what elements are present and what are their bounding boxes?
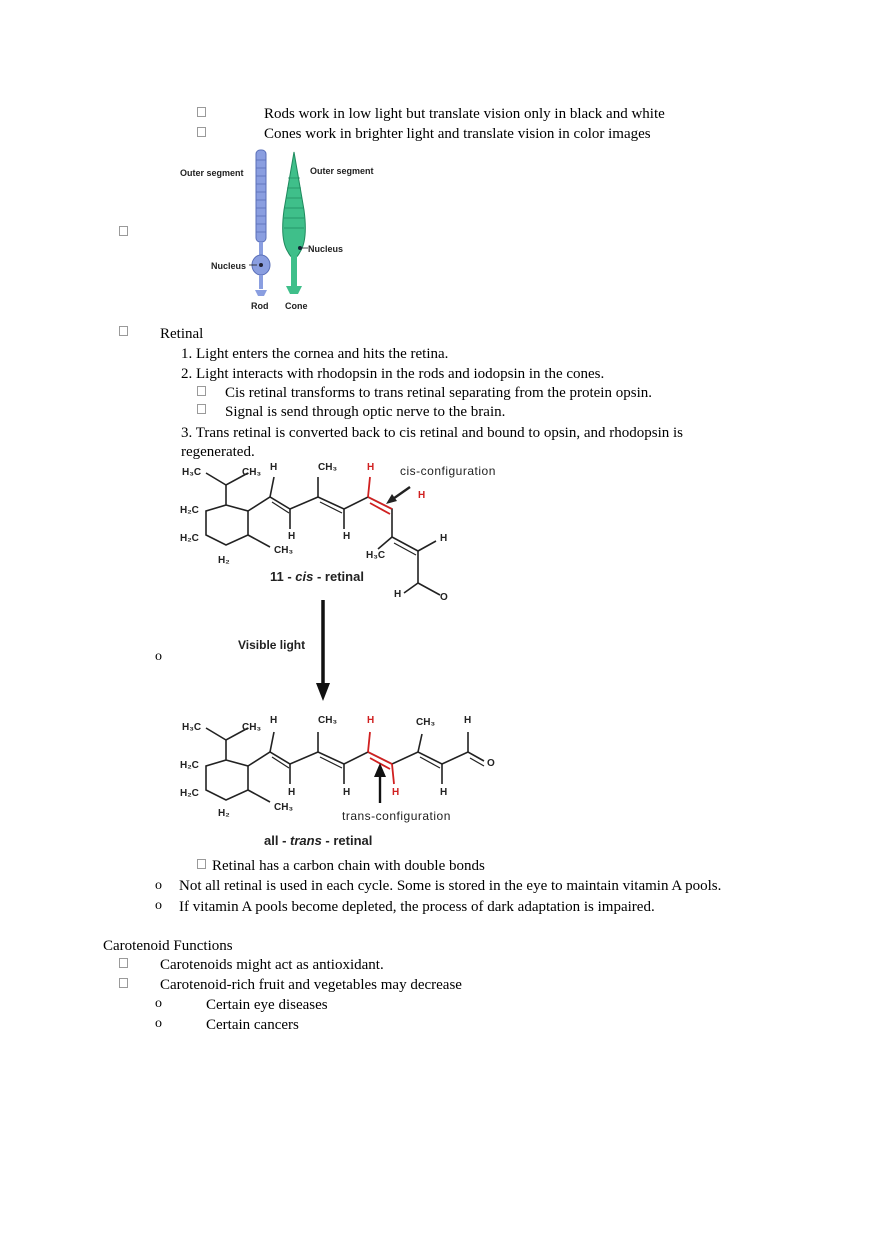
retinal-sub-2: Signal is send through optic nerve to the brain. [225, 404, 506, 420]
svg-text:H₂C: H₂C [180, 788, 199, 799]
label-outer-segment-cone: Outer segment [310, 166, 374, 176]
bullet-box [119, 326, 128, 336]
cis-title-number: 11 - [270, 569, 296, 584]
svg-text:CH₃: CH₃ [242, 722, 262, 733]
retinal-step-2: 2. Light interacts with rhodopsin in the rods and iodopsin in the cones. [181, 366, 605, 382]
retinal-note-1: Not all retinal is used in each cycle. Some is stored in the eye to maintain vitamin A pools. [179, 878, 722, 894]
o-bullet: o [155, 1016, 162, 1031]
label-outer-segment-rod: Outer segment [180, 168, 244, 178]
bullet-box [119, 958, 128, 968]
svg-text:CH₃: CH₃ [318, 462, 338, 473]
label-nucleus-rod: Nucleus [211, 261, 247, 271]
svg-text:H₂: H₂ [218, 808, 230, 819]
svg-text:H₂C: H₂C [180, 760, 199, 771]
o-bullet: o [155, 996, 162, 1011]
o-bullet: o [155, 898, 162, 913]
trans-retinal-molecule [180, 715, 495, 848]
cone-cell [283, 152, 306, 294]
svg-text:11 - cis - retinal [270, 569, 364, 584]
svg-text:H₂: H₂ [218, 555, 230, 566]
svg-text:H: H [392, 787, 400, 798]
svg-text:H₃C: H₃C [182, 722, 202, 733]
svg-text:H: H [270, 462, 278, 473]
retinal-sub-1: Cis retinal transforms to trans retinal separating from the protein opsin. [225, 385, 652, 401]
svg-text:H: H [270, 715, 278, 726]
svg-text:H: H [343, 531, 351, 542]
cis-configuration-label: cis-configuration [400, 464, 496, 478]
bullet-box [197, 386, 206, 396]
svg-text:H: H [440, 787, 448, 798]
retinal-structure-figure [178, 455, 523, 853]
carotenoid-sub-1: Certain eye diseases [206, 997, 328, 1013]
svg-text:H₂C: H₂C [180, 533, 199, 544]
bullet-rods: Rods work in low light but translate vision only in black and white [264, 106, 665, 122]
trans-title-rest: - retinal [321, 833, 373, 848]
label-rod: Rod [251, 301, 269, 311]
bullet-box [197, 127, 206, 137]
retinal-step-3-line-2: regenerated. [181, 444, 255, 460]
svg-text:H: H [367, 462, 375, 473]
retinal-step-3-line-1: 3. Trans retinal is converted back to cis retinal and bound to opsin, and rhodopsin is [181, 425, 684, 441]
svg-text:O: O [440, 592, 448, 603]
bullet-box [197, 859, 206, 869]
svg-text:CH₃: CH₃ [274, 802, 294, 813]
carotenoid-bullet-1: Carotenoids might act as antioxidant. [160, 957, 384, 973]
svg-text:H: H [288, 531, 296, 542]
svg-text:H₃C: H₃C [366, 550, 386, 561]
trans-configuration-label: trans-configuration [342, 809, 451, 823]
cis-title-italic: cis [295, 569, 314, 584]
svg-text:H: H [464, 715, 472, 726]
trans-title-italic: trans [290, 833, 322, 848]
carotenoid-bullet-2: Carotenoid-rich fruit and vegetables may decrease [160, 977, 462, 993]
retinal-chain-note: Retinal has a carbon chain with double bonds [212, 858, 485, 874]
retinal-note-2: If vitamin A pools become depleted, the process of dark adaptation is impaired. [179, 899, 655, 915]
svg-text:CH₃: CH₃ [274, 545, 294, 556]
svg-text:CH₃: CH₃ [416, 717, 436, 728]
svg-text:H: H [418, 490, 426, 501]
bullet-box [197, 107, 206, 117]
svg-text:H: H [440, 533, 448, 544]
bullet-box [119, 978, 128, 988]
bullet-box [119, 226, 128, 236]
svg-text:all - trans - retinal [264, 833, 372, 848]
bullet-box [197, 404, 206, 414]
svg-text:O: O [487, 758, 495, 769]
bullet-cones: Cones work in brighter light and translate vision in color images [264, 126, 651, 142]
o-bullet: o [155, 878, 162, 893]
svg-text:CH₃: CH₃ [242, 467, 262, 478]
cis-title-rest: - retinal [313, 569, 364, 584]
label-nucleus-cone: Nucleus [308, 244, 344, 254]
carotenoid-heading: Carotenoid Functions [103, 938, 233, 954]
trans-title-prefix: all - [264, 833, 291, 848]
svg-text:CH₃: CH₃ [318, 715, 338, 726]
svg-text:H: H [288, 787, 296, 798]
retinal-heading: Retinal [160, 326, 204, 342]
visible-light-label: Visible light [238, 638, 306, 652]
o-bullet: o [155, 649, 162, 664]
rod-cone-figure [176, 148, 386, 316]
svg-text:H₃C: H₃C [182, 467, 202, 478]
label-cone: Cone [285, 301, 308, 311]
svg-text:H: H [394, 589, 402, 600]
svg-text:H: H [343, 787, 351, 798]
rod-cell [252, 150, 270, 296]
retinal-step-1: 1. Light enters the cornea and hits the retina. [181, 346, 449, 362]
cis-retinal-molecule [180, 462, 496, 603]
svg-text:H: H [367, 715, 375, 726]
svg-text:H₂C: H₂C [180, 505, 199, 516]
carotenoid-sub-2: Certain cancers [206, 1017, 299, 1033]
